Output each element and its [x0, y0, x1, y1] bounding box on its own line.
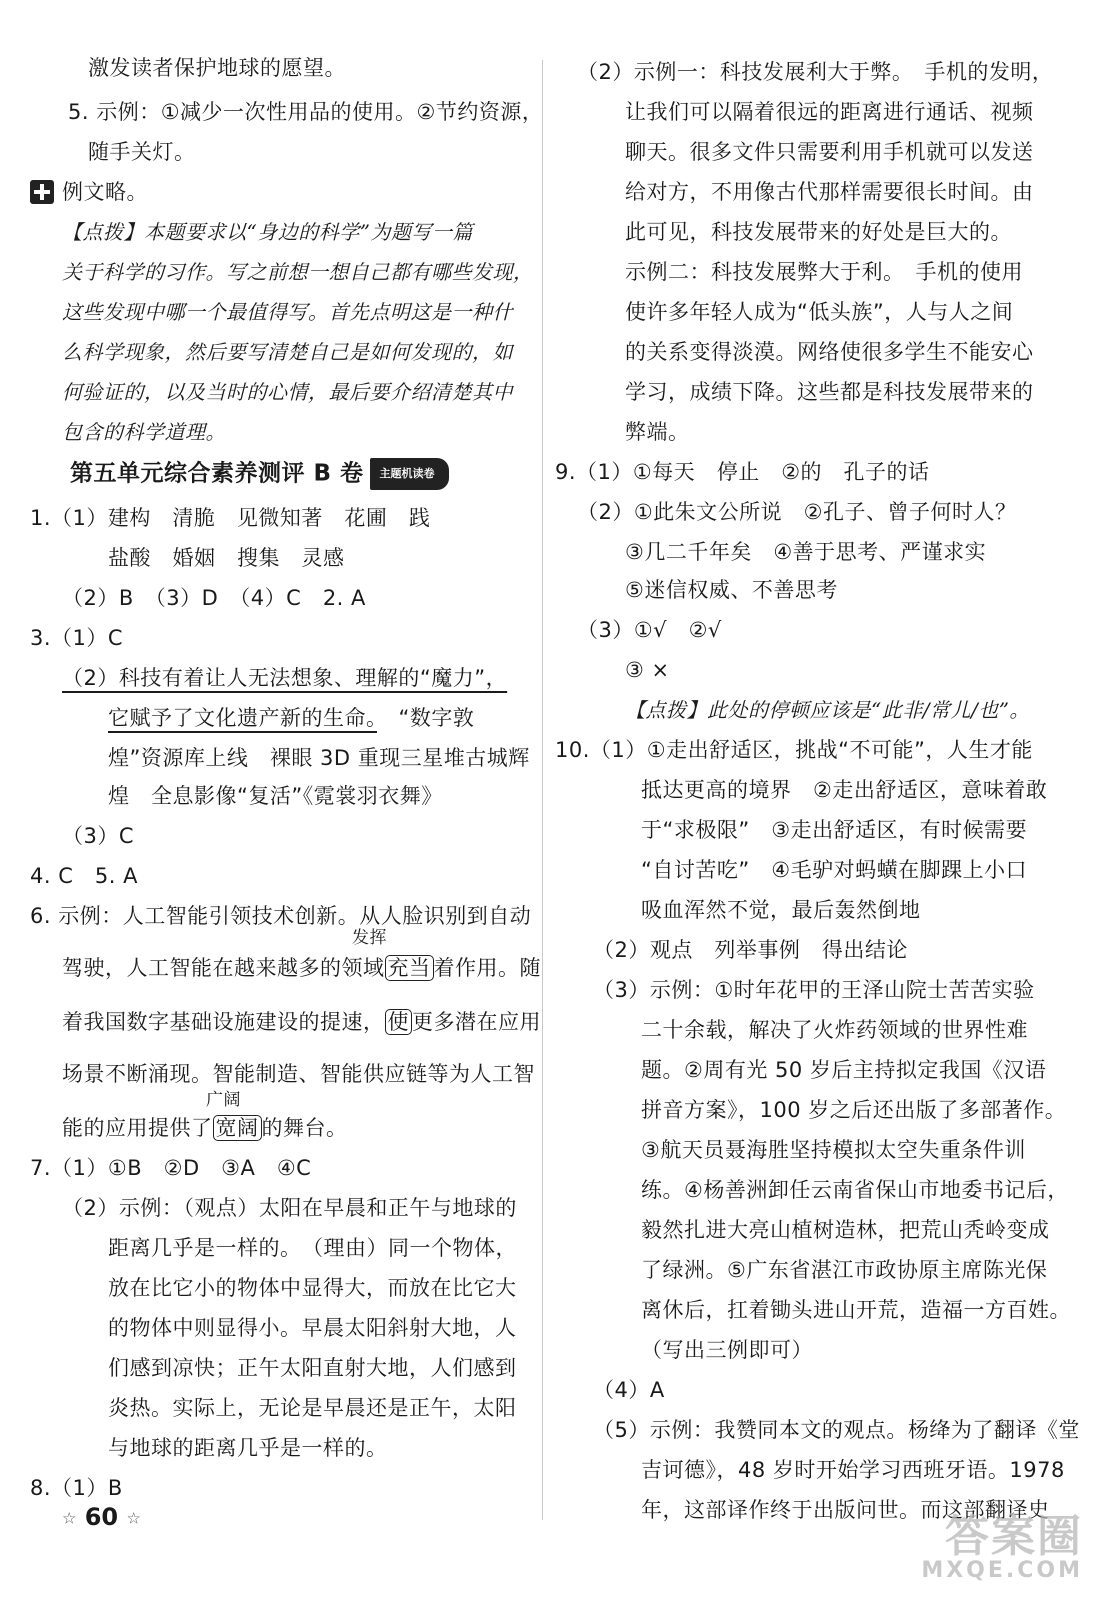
text-line: 让我们可以隔着很远的距离进行通话、视频	[625, 100, 1034, 124]
text-line: 聊天。很多文件只需要利用手机就可以发送	[625, 140, 1034, 164]
text-line: 4. C 5. A	[30, 864, 138, 888]
text-line: 二十余载，解决了火炸药领域的世界性难	[641, 1018, 1028, 1042]
text-span: 驾驶，人工智能在越来越多的领域	[62, 956, 385, 980]
hint-line: 【点拨】本题要求以“身边的科学”为题写一篇	[62, 220, 473, 244]
text-line: （2）观点 列举事例 得出结论	[593, 938, 908, 962]
circled-word: 充当	[385, 955, 434, 981]
text-line: 例文略。	[62, 180, 148, 204]
text-line: 1.（1）建构 清脆 见微知著 花圃 践	[30, 506, 431, 530]
text-line: 抵达更高的境界 ②走出舒适区，意味着敢	[641, 778, 1048, 802]
text-line: 示例二：科技发展弊大于利。 手机的使用	[625, 260, 1023, 284]
watermark	[921, 1500, 1083, 1583]
text-line: 与地球的距离几乎是一样的。	[108, 1436, 388, 1460]
text-line: 8.（1）B	[30, 1476, 123, 1500]
text-line	[62, 1008, 541, 1036]
text-line: 学习，成绩下降。这些都是科技发展带来的	[625, 380, 1034, 404]
text-line: 激发读者保护地球的愿望。	[88, 56, 346, 80]
text-line: （3）示例：①时年花甲的王泽山院士苦苦实验	[593, 978, 1035, 1002]
text-line	[62, 1114, 348, 1142]
text-line: 场景不断涌现。智能制造、智能供应链等为人工智	[62, 1062, 535, 1086]
circled-word: 使	[385, 1009, 413, 1035]
text-line	[62, 954, 541, 982]
hint-line: 何验证的，以及当时的心情，最后要介绍清楚其中	[62, 380, 513, 404]
text-line: 们感到凉快；正午太阳直射大地，人们感到	[108, 1356, 517, 1380]
text-line: 吉诃德》，48 岁时开始学习西班牙语。1978	[641, 1458, 1065, 1482]
text-line: ③航天员聂海胜坚持模拟太空失重条件训	[641, 1138, 1026, 1162]
text-line: 10.（1）①走出舒适区，挑战“不可能”，人生才能	[555, 738, 1033, 762]
text-span: 更多潜在应用	[412, 1010, 541, 1034]
section-title: 第五单元综合素养测评 B 卷	[70, 460, 364, 487]
text-line: 年，这部译作终于出版问世。而这部翻译史	[641, 1498, 1050, 1522]
hint-line: 包含的科学道理。	[62, 420, 226, 444]
hint-line: 么科学现象，然后要写清楚自己是如何发现的，如	[62, 340, 513, 364]
text-line: 随手关灯。	[88, 140, 196, 164]
correction-note: 广阔	[206, 1090, 241, 1110]
text-line	[108, 704, 474, 732]
text-line: 了绿洲。⑤广东省湛江市政协原主席陈光保	[641, 1258, 1048, 1282]
text-line: 盐酸 婚姻 搜集 灵感	[108, 546, 345, 570]
text-line: 5. 示例：①减少一次性用品的使用。②节约资源，	[68, 100, 544, 124]
column-divider	[542, 60, 543, 1520]
page-number-text: 60	[84, 1503, 119, 1531]
text-line: 3.（1）C	[30, 626, 124, 650]
text-line: 煌”资源库上线 裸眼 3D 重现三星堆古城辉	[108, 746, 530, 770]
text-line: 离休后，扛着锄头进山开荒，造福一方百姓。	[641, 1298, 1071, 1322]
text-span: 能的应用提供了	[62, 1116, 213, 1140]
text-span: 着我国数字基础设施建设的提速，	[62, 1010, 385, 1034]
watermark-url: MXQE.COM	[921, 1558, 1083, 1583]
text-line: ⑤迷信权威、不善思考	[625, 578, 838, 602]
text-line: 练。④杨善洲卸任云南省保山市地委书记后，	[641, 1178, 1069, 1202]
text-line: 距离几乎是一样的。 （理由）同一个物体，	[108, 1236, 517, 1260]
hint-line: 这些发现中哪一个最值得写。首先点明这是一种什	[62, 300, 513, 324]
plus-icon	[30, 180, 54, 204]
text-line: 此可见，科技发展带来的好处是巨大的。	[625, 220, 1012, 244]
star-icon: ☆	[126, 1508, 141, 1528]
correction-note: 发挥	[352, 928, 387, 948]
text-line: 给对方，不用像古代那样需要很长时间。由	[625, 180, 1034, 204]
text-line: 炎热。实际上，无论是早晨还是正午，太阳	[108, 1396, 517, 1420]
text-line: ③ ×	[625, 658, 670, 682]
text-line: 吸血浑然不觉，最后轰然倒地	[641, 898, 921, 922]
text-span: 的舞台。	[261, 1116, 348, 1140]
watermark-title: 答案圈	[945, 1511, 1083, 1562]
text-line: 6. 示例：人工智能引领技术创新。从人脸识别到自动	[30, 904, 532, 928]
page-number	[62, 1503, 141, 1531]
section-heading	[70, 458, 449, 490]
text-line: （3）C	[62, 824, 135, 848]
text-line: （2）示例：（观点）太阳在早晨和正午与地球的	[62, 1196, 517, 1220]
text-line: （2）示例一：科技发展利大于弊。 手机的发明，	[577, 60, 1054, 84]
text-line: 使许多年轻人成为“低头族”，人与人之间	[625, 300, 1014, 324]
text-line: 弊端。	[625, 420, 690, 444]
star-icon: ☆	[62, 1508, 77, 1528]
text-line: 7.（1）①B ②D ③A ④C	[30, 1156, 312, 1180]
text-line: 煌 全息影像“复活”《霓裳羽衣舞》	[108, 784, 443, 808]
text-line: 拼音方案》，100 岁之后还出版了多部著作。	[641, 1098, 1067, 1122]
text-line: （4）A	[593, 1378, 665, 1402]
text-line: 放在比它小的物体中显得大，而放在比它大	[108, 1276, 517, 1300]
underlined-line: （2）科技有着让人无法想象、理解的“魔力”，	[62, 666, 508, 690]
underlined-text: 它赋予了文化遗产新的生命。	[108, 706, 377, 730]
text-line: 的关系变得淡漠。网络使很多学生不能安心	[625, 340, 1034, 364]
text-span: 着作用。随	[433, 956, 541, 980]
text-line: “自讨苦吃” ④毛驴对蚂蟥在脚踝上小口	[641, 858, 1028, 882]
text-line: （2）B （3）D （4）C 2. A	[62, 586, 366, 610]
hint-line: 关于科学的习作。写之前想一想自己都有哪些发现，	[62, 260, 534, 284]
text-line: （5）示例：我赞同本文的观点。杨绛为了翻译《堂	[593, 1418, 1080, 1442]
text-line: （写出三例即可）	[641, 1338, 813, 1362]
text-line: 题。②周有光 50 岁后主持拟定我国《汉语	[641, 1058, 1047, 1082]
text-line: 9.（1）①每天 停止 ②的 孔子的话	[555, 460, 930, 484]
text-line: ③几二千年矣 ④善于思考、严谨求实	[625, 540, 987, 564]
text-span: “数字敦	[398, 706, 475, 730]
text-line: 于“求极限” ③走出舒适区，有时候需要	[641, 818, 1028, 842]
hint-line: 【点拨】此处的停顿应该是“此非/常儿/也”。	[625, 698, 1030, 722]
text-line: 的物体中则显得小。早晨太阳斜射大地，人	[108, 1316, 517, 1340]
text-line: 毅然扎进大亮山植树造林，把荒山秃岭变成	[641, 1218, 1050, 1242]
section-tag: 主题机读卷	[370, 458, 449, 490]
text-line: （2）①此朱文公所说 ②孔子、曾子何时人？	[577, 500, 1017, 524]
circled-word: 宽阔	[213, 1115, 262, 1141]
text-line: （3）①√ ②√	[577, 618, 722, 642]
